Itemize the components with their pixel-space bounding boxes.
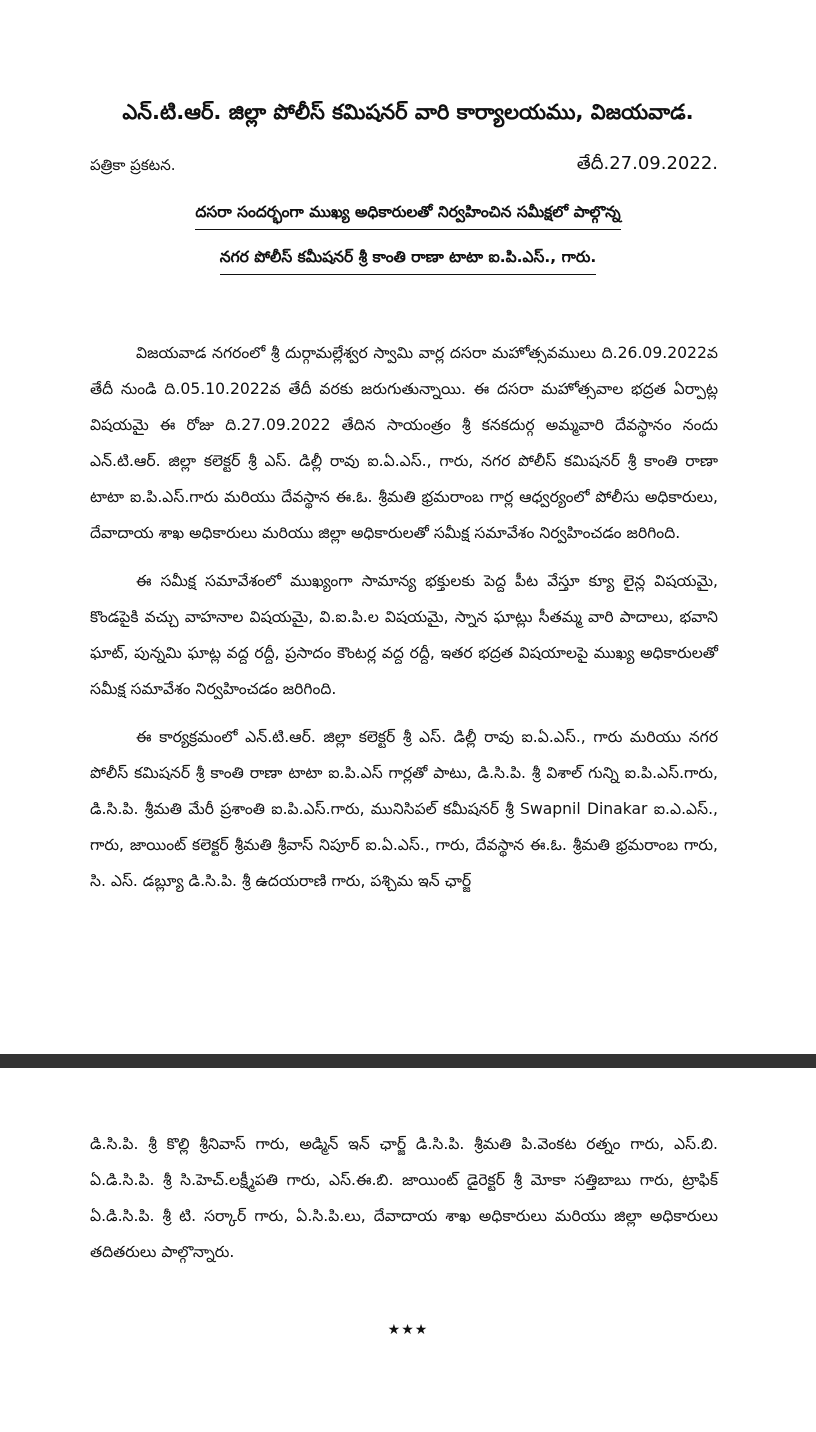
paragraph-3: ఈ కార్యక్రమంలో ఎన్.టి.ఆర్. జిల్లా కలెక్టర్ శ్రీ ఎస్. డిల్లీ రావు ఐ.ఏ.ఎస్., గారు మరియు నగర పోలీస్ కమిషనర్ శ్రీ కాంతి రాణా టాటా ఐ.పి.ఎస్ గార్లతో పాటు, డి.సి.పి. శ్రీ విశాల్ గున్ని ఐ.పి.ఎస్.గారు, డి.సి.పి. శ్రీమతి మేరీ ప్రశాంతి ఐ.పి.ఎస్.గారు, మునిసిపల్ కమీషనర్ శ్రీ Swapnil Dinakar ఐ.ఎ.ఎస్., గారు, జాయింట్ కలెక్టర్ శ్రీమతి శ్రీవాస్ నిపూర్ ఐ.ఏ.ఎస్., గారు, దేవస్థాన ఈ.ఓ. శ్రీమతి భ్రమరాంబ గారు, సి. ఎస్. డబ్ల్యూ డి.సి.పి. శ్రీ ఉదయరాణి గారు, పశ్చిమ ఇన్ ఛార్జ్ — [90, 728, 718, 890]
subheading-2-text: నగర పోలీస్ కమీషనర్ శ్రీ కాంతి రాణా టాటా ఐ.పి.ఎస్., గారు. — [220, 245, 597, 275]
paragraph-1: విజయవాడ నగరంలో శ్రీ దుర్గామల్లేశ్వర స్వామి వార్ల దసరా మహోత్సవములు ది.26.09.2022వ తేదీ నుండి ది.05.10.2022వ తేదీ వరకు జరుగుతున్నాయి. ఈ దసరా మహోత్సవాల భద్రత ఏర్పాట్ల విషయమై ఈ రోజు ది.27.09.2022 తేదిన సాయంత్రం శ్రీ కనకదుర్గ అమ్మవారి దేవస్థానం నందు ఎన్.టి.ఆర్. జిల్లా కలెక్టర్ శ్రీ ఎస్. డిల్లీ రావు ఐ.ఏ.ఎస్., గారు, నగర పోలీస్ కమిషనర్ శ్రీ కాంతి రాణా టాటా ఐ.పి.ఎస్.గారు మరియు దేవస్థాన ఈ.ఓ. శ్రీమతి భ్రమరాంబ గార్ల ఆధ్వర్యంలో పోలీసు అధికారులు, దేవాదాయ శాఖ అధికారులు మరియు జిల్లా అధికారులతో సమీక్ష సమావేశం నిర్వహించడం జరిగింది. — [90, 344, 718, 542]
subheading-1 — [150, 200, 666, 230]
paragraph-4: డి.సి.పి. శ్రీ కొల్లి శ్రీనివాస్ గారు, అడ్మిన్ ఇన్ ఛార్జ్ డి.సి.పి. శ్రీమతి పి.వెంకట రత్నం గారు, ఎస్.బి. ఏ.డి.సి.పి. శ్రీ సి.హెచ్.లక్ష్మీపతి గారు, ఎస్.ఈ.బి. జాయింట్ డైరెక్టర్ శ్రీ మోకా సత్తిబాబు గారు, ట్రాఫిక్ ఏ.డి.సి.పి. శ్రీ టి. సర్కార్ గారు, ఏ.సి.పి.లు, దేవాదాయ శాఖ అధికారులు మరియు జిల్లా అధికారులు తదితరులు పాల్గొన్నారు. — [90, 1135, 718, 1261]
subheading-1-text: దసరా సందర్భంగా ముఖ్య అధికారులతో నిర్వహించిన సమీక్షలో పాల్గొన్న — [195, 200, 620, 230]
subheading-2 — [150, 245, 666, 275]
page-separator — [0, 1054, 816, 1068]
end-stars: ★★★ — [387, 1322, 429, 1338]
body-text-bottom — [90, 1126, 718, 1282]
office-title: ఎన్.టి.ఆర్. జిల్లా పోలీస్ కమిషనర్ వారి కార్యాలయము, విజయవాడ. — [122, 100, 694, 124]
press-release-label: పత్రికా ప్రకటన. — [90, 156, 176, 174]
document-date: తేదీ.27.09.2022. — [576, 153, 718, 174]
body-text-top — [90, 335, 718, 911]
paragraph-2: ఈ సమీక్ష సమావేశంలో ముఖ్యంగా సామాన్య భక్తులకు పెద్ద పీట వేస్తూ క్యూ లైన్ల విషయమై, కొండపైకి వచ్చు వాహనాల విషయమై, వి.ఐ.పి.ల విషయమై, స్నాన ఘాట్లు సీతమ్మ వారి పాదాలు, భవాని ఘాట్, పున్నమి ఘాట్ల వద్ద రద్దీ, ప్రసాదం కౌంటర్ల వద్ద రద్దీ, ఇతర భద్రత విషయాలపై ముఖ్య అధికారులతో సమీక్ష సమావేశం నిర్వహించడం జరిగింది. — [90, 572, 718, 698]
